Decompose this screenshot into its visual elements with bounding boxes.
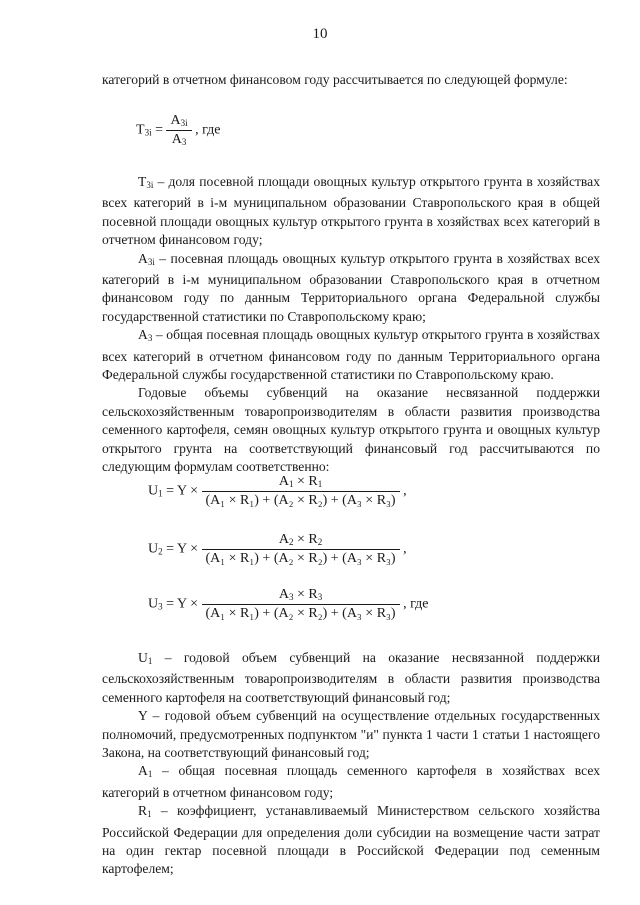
definition-r1: $R_1$ – коэффициент, устанавливаемый Министерством сельского хозяйства Российской Федерации для определения доли субсидии на возмещение части затрат на один гектар посевной площади в Российской Федерации под семенным картофелем; xyxy=(102,803,600,877)
formula-u2: $U_2 = Y$ × $\frac{A_2 \times R_2}{\text{(A₁ × R₁) + (A₂ × R₂) + (A₃ × R₃)}}$ , xyxy=(148,532,407,566)
intro-text: категорий в отчетном финансовом году рассчитывается по следующей формуле: xyxy=(102,72,568,87)
definition-a3i: $A_{3i}$ – посевная площадь овощных культур открытого грунта в хозяйствах всех категорий в i-м муниципальном образовании Ставропольского края в отчетном финансовом году по данным Территориального органа Федеральной службы государственной статистики по Ставропольскому краю; xyxy=(102,250,600,324)
formula-t3i: $T_{3i}$ = $\frac{A_{3i}}{A_3}$ , где xyxy=(136,113,221,147)
definition-u1: $U_1$ – годовой объем субвенций на оказание несвязанной поддержки сельскохозяйственным товаропроизводителям в области развития производства семенного картофеля на соответствующий финансовый год; xyxy=(102,650,600,705)
definition-a3: $A_3$ – общая посевная площадь овощных культур открытого грунта в хозяйствах всех категорий в отчетном финансовом году по данным Территориального органа Федеральной службы государственной статистики по Ставропольскому краю. xyxy=(102,327,600,383)
page-number: 10 xyxy=(312,26,328,42)
annual-volumes-paragraph: Годовые объемы субвенций на оказание несвязанной поддержки сельскохозяйственным товаропроизводителям в области развития производства семенного картофеля, семян овощных культур открытого грунта и овощных культур открытого грунта на соответствующий финансовый год рассчитываются по следующим формулам соответственно: xyxy=(102,385,600,475)
definition-a1: $A_1$ – общая посевная площадь семенного картофеля в хозяйствах всех категорий в отчетном финансовом году; xyxy=(102,763,600,800)
intro-paragraph xyxy=(102,71,600,89)
definition-y: Y – годовой объем субвенций на осуществление отдельных государственных полномочий, предусмотренных подпунктом "и" пункта 1 части 1 статьи 1 настоящего Закона, на соответствующий финансовый год; xyxy=(102,708,600,761)
definitions-block-2 xyxy=(102,649,600,879)
definitions-block xyxy=(102,173,600,477)
fraction: $\frac{A_{3i}}{A_3}$ xyxy=(166,113,191,148)
formula-u1: $U_1 = Y$ × $\frac{A_1 \times R_1}{\text{(A₁ × R₁) + (A₂ × R₂) + (A₃ × R₃)}}$ , xyxy=(148,474,407,508)
definition-t3i: $T_{3i}$ – доля посевной площади овощных культур открытого грунта в хозяйствах всех категорий в i-м муниципальном образовании Ставропольского края в общей посевной площади овощных культур открытого грунта в хозяйствах всех категорий в отчетном финансовом году; xyxy=(102,174,600,248)
formula-u3: $U_3 = Y$ × $\frac{A_3 \times R_3}{\text{(A₁ × R₁) + (A₂ × R₂) + (A₃ × R₃)}}$ , где xyxy=(148,587,429,621)
